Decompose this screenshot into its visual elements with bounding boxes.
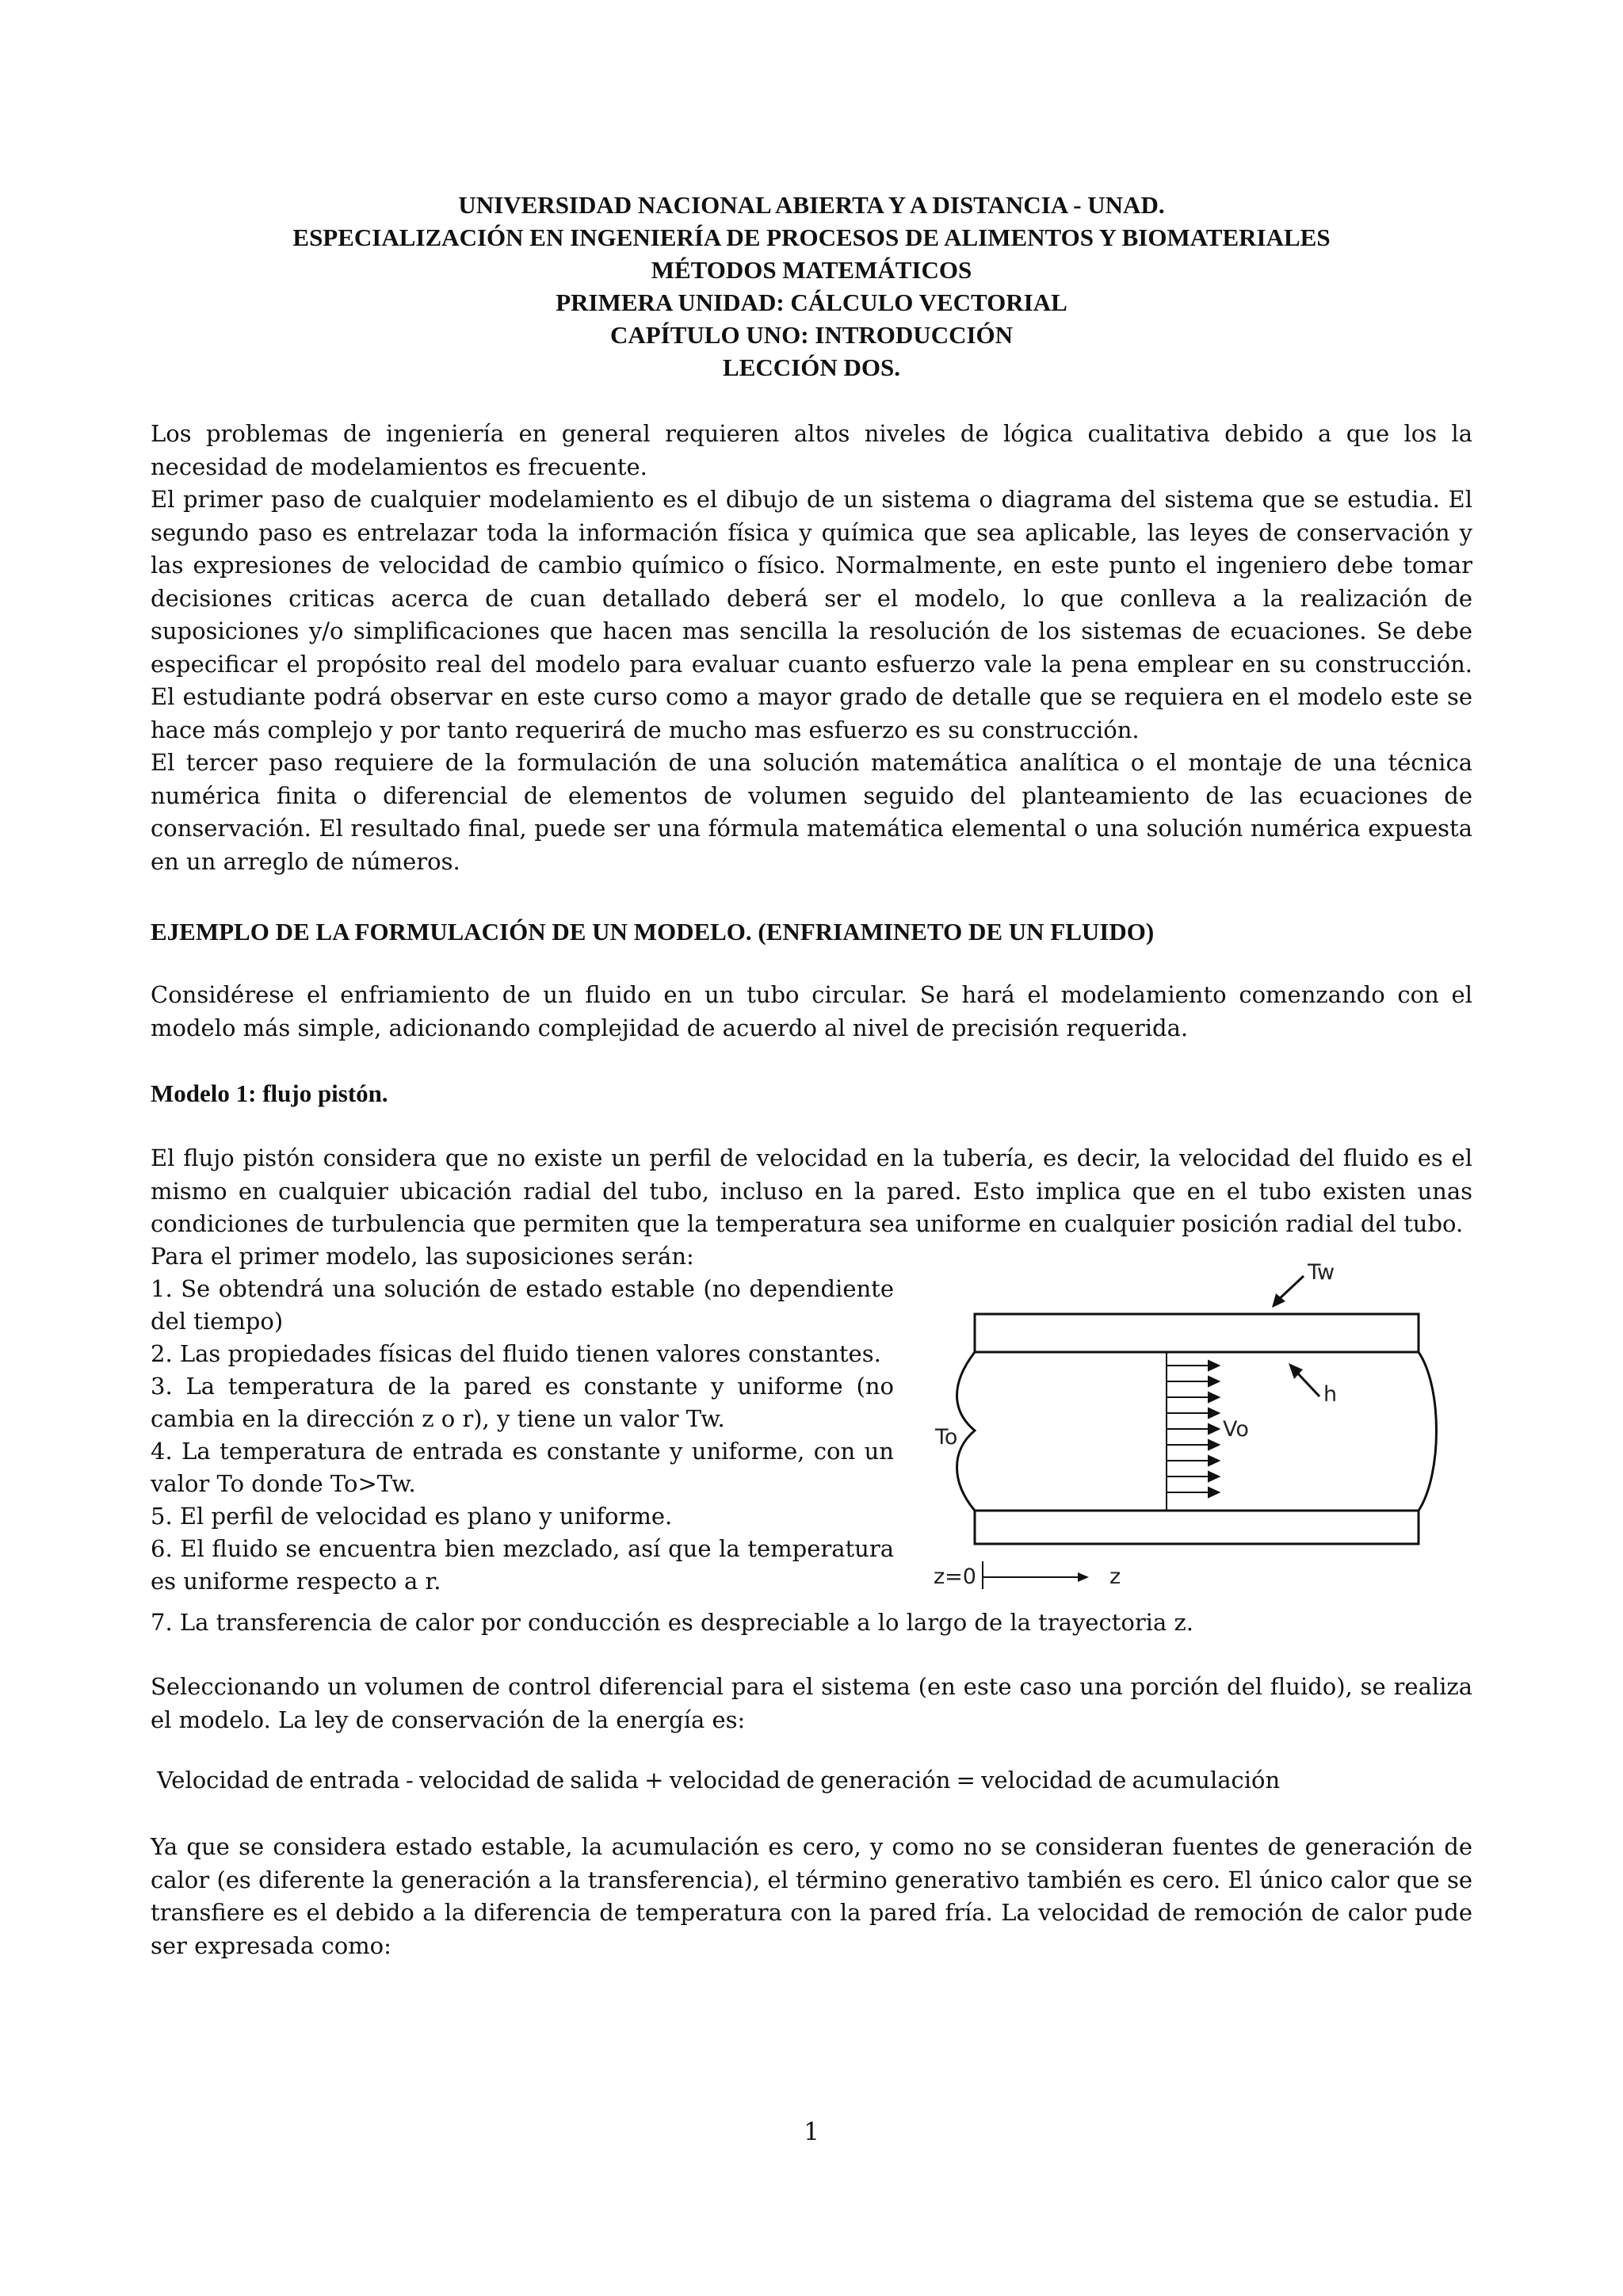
header-lesson: LECCIÓN DOS.: [723, 353, 900, 381]
header-specialization: ESPECIALIZACIÓN EN INGENIERÍA DE PROCESOS DE ALIMENTOS Y BIOMATERIALES: [292, 223, 1331, 251]
model1-paragraph: [151, 1142, 1472, 1241]
velocity-arrows: [1167, 1361, 1219, 1497]
intro-paragraph-2: El primer paso de cualquier modelamiento es el dibujo de un sistema o diagrama del sistema que se estudia. El segundo paso es entrelazar toda la información física y química que sea aplicable, las leyes de conservación y las expresiones de velocidad de cambio químico o físico. Normalmente, en este punto el ingeniero debe tomar decisiones criticas acerca de cuan detallado deberá ser el modelo, lo que conlleva a la realización de suposiciones y/o simplificaciones que hacen mas sencilla la resolución de los sistemas de ecuaciones. Se debe especificar el propósito real del modelo para evaluar cuanto esfuerzo vale la pena emplear en su construcción. El estudiante podrá observar en este curso como a mayor grado de detalle que se requiera en el modelo este se hace más complejo y por tanto requerirá de mucho mas esfuerzo es su construcción.: [151, 486, 1472, 743]
assumptions-intro: Para el primer modelo, las suposiciones serán:: [151, 1243, 694, 1270]
example-heading: EJEMPLO DE LA FORMULACIÓN DE UN MODELO. (ENFRIAMINETO DE UN FLUIDO): [151, 918, 1155, 946]
assumption-4: 4. La temperatura de entrada es constante y uniforme, con un valor To donde To>Tw.: [151, 1438, 894, 1497]
tube-outlet-break: [1419, 1352, 1437, 1511]
assumptions-list: [151, 1240, 894, 1598]
to-label: To: [935, 1425, 958, 1450]
tube-bottom-wall: [975, 1511, 1419, 1544]
vo-label: Vo: [1223, 1417, 1249, 1442]
steady-state-text: Ya que se considera estado estable, la acumulación es cero, y como no se consideran fuentes de generación de calor (es diferente la generación a la transferencia), el término generativo también es cero. El único calor que se transfiere es el debido a la diferencia de temperatura con la pared fría. La velocidad de remoción de calor pude ser expresada como:: [151, 1833, 1472, 1959]
tube-flow-diagram: [919, 1252, 1442, 1593]
tube-inlet-break: [957, 1352, 976, 1511]
h-arrow: [1296, 1371, 1319, 1396]
steady-state-paragraph: [151, 1831, 1472, 1962]
example-paragraph: [151, 979, 1472, 1045]
assumption-2: 2. Las propiedades físicas del fluido tienen valores constantes.: [151, 1340, 881, 1367]
header-chapter: CAPÍTULO UNO: INTRODUCCIÓN: [609, 321, 1014, 349]
page-number: 1: [804, 2118, 819, 2146]
tw-arrow: [1278, 1276, 1304, 1300]
control-volume-paragraph: [151, 1671, 1472, 1736]
document-header: [0, 189, 1623, 384]
assumption-6: 6. El fluido se encuentra bien mezclado, así que la temperatura es uniforme respecto a r.: [151, 1535, 894, 1595]
intro-paragraph-3: El tercer paso requiere de la formulación de una solución matemática analítica o el montaje de una técnica numérica finita o diferencial de elementos de volumen seguido del planteamiento de las ecuaciones de conservación. El resultado final, puede ser una fórmula matemática elemental o una solución numérica expuesta en un arreglo de números.: [151, 749, 1472, 875]
assumption-5: 5. El perfil de velocidad es plano y uniforme.: [151, 1503, 673, 1530]
z-axis-arrowhead: [1078, 1572, 1089, 1582]
header-unit: PRIMERA UNIDAD: CÁLCULO VECTORIAL: [556, 288, 1067, 316]
model1-heading: Modelo 1: flujo pistón.: [151, 1079, 388, 1107]
header-university: UNIVERSIDAD NACIONAL ABIERTA Y A DISTANCIA - UNAD.: [458, 191, 1165, 219]
z0-label: z=0: [934, 1564, 976, 1589]
tube-top-wall: [975, 1314, 1419, 1352]
example-text: Considérese el enfriamiento de un fluido en un tubo circular. Se hará el modelamiento comenzando con el modelo más simple, adicionando complejidad de acuerdo al nivel de precisión requerida.: [151, 981, 1472, 1041]
intro-paragraph-1: Los problemas de ingeniería en general requieren altos niveles de lógica cualitativa debido a que los la necesidad de modelamientos es frecuente.: [151, 420, 1472, 480]
intro-section: [151, 418, 1472, 878]
assumption-1: 1. Se obtendrá una solución de estado estable (no dependiente del tiempo): [151, 1275, 894, 1335]
assumption-3: 3. La temperatura de la pared es constante y uniforme (no cambia en la dirección z o r), y tiene un valor Tw.: [151, 1373, 894, 1432]
header-course: MÉTODOS MATEMÁTICOS: [651, 256, 972, 284]
energy-equation: Velocidad de entrada - velocidad de salida + velocidad de generación = velocidad de acumulación: [157, 1767, 1281, 1794]
h-label: h: [1323, 1382, 1338, 1407]
control-volume-text: Seleccionando un volumen de control diferencial para el sistema (en este caso una porción del fluido), se realiza el modelo. La ley de conservación de la energía es:: [151, 1673, 1472, 1733]
z-label: z: [1109, 1564, 1121, 1589]
model1-text: El flujo pistón considera que no existe un perfil de velocidad en la tubería, es decir, la velocidad del fluido es el mismo en cualquier ubicación radial del tubo, incluso en la pared. Esto implica que en el tubo existen unas condiciones de turbulencia que permiten que la temperatura sea uniforme en cualquier posición radial del tubo.: [151, 1144, 1472, 1237]
assumption-7: 7. La transferencia de calor por conducción es despreciable a lo largo de la trayectoria z.: [151, 1609, 1193, 1636]
tw-label: Tw: [1308, 1260, 1335, 1285]
